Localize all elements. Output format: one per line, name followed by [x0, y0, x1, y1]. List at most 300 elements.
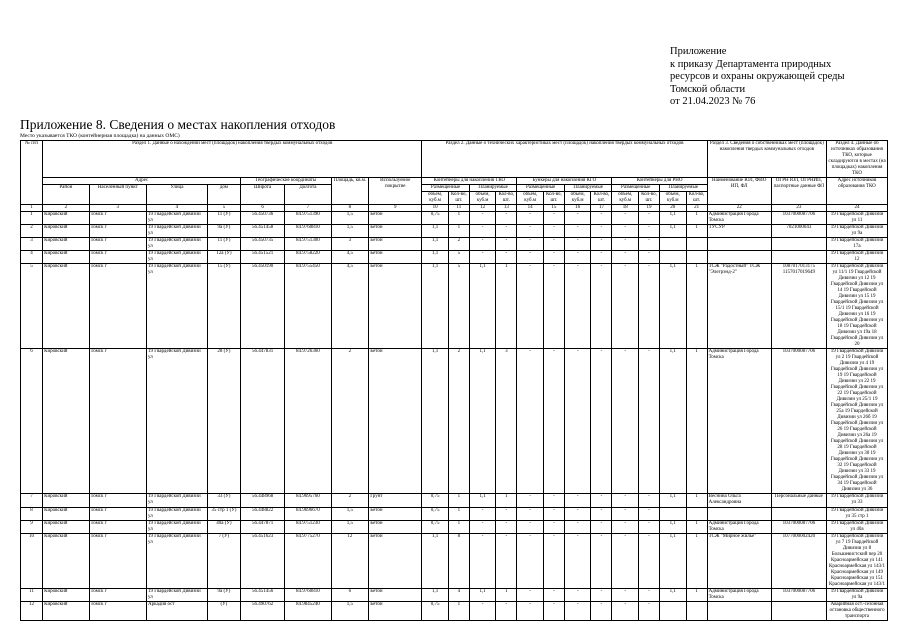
- cell-n: 6: [21, 349, 43, 494]
- cell-house: 35 стр 1 (У): [207, 508, 240, 521]
- column-number: 21: [686, 205, 707, 212]
- cell-owner: Администрация Города Томска: [707, 349, 771, 494]
- cell-src: 19 Гвардейской Дивизии ул 7 19 Гвардейской Дивизии ул 8 Большевистский пер 20 Красноармейская ул 141 Красноармейская ул 143/1 Красноармейская ул 149 Красноармейская ул 151 Красноармейская ул 143/1: [827, 534, 888, 589]
- cell-lon: 84.9751390: [285, 212, 331, 225]
- cell-vol: 1,1: [422, 238, 449, 251]
- cell-ogrn: [771, 251, 826, 264]
- cell-n: 5: [21, 264, 43, 349]
- cell-house: 33 (У): [207, 494, 240, 508]
- cell-district: Кировский: [43, 349, 89, 494]
- section2-header: Раздел 2. Данные о технических характеристиках мест (площадок) накопления твердых коммунальных отходов: [422, 141, 707, 178]
- cell-c14: -: [496, 238, 517, 251]
- volume-header: объем, куб.м: [659, 192, 686, 205]
- cell-vol: 0,75: [422, 508, 449, 521]
- cell-lon: 84.9760810: [285, 589, 331, 602]
- cell-c18: -: [591, 521, 612, 534]
- cell-c16: -: [543, 238, 564, 251]
- cell-cnt: 5: [448, 251, 469, 264]
- cell-area: 1,5: [331, 508, 369, 521]
- cell-area: 12: [331, 534, 369, 589]
- cell-lon: 84.9845240: [285, 602, 331, 621]
- volume-header: объем, куб.м: [517, 192, 544, 205]
- cell-c13: 1,1: [469, 494, 496, 508]
- column-number: 18: [612, 205, 639, 212]
- settlement-header: Населенный пункт: [89, 185, 146, 205]
- cell-c14: -: [496, 602, 517, 621]
- order-line: Томской области: [670, 83, 746, 95]
- cell-city: Томск г: [89, 238, 146, 251]
- column-number: 24: [827, 205, 888, 212]
- area-header: Площадь, кв.м.: [331, 178, 369, 205]
- cell-c14: -: [496, 521, 517, 534]
- cell-ogrn: 1087017013175 1157017019649: [771, 264, 826, 349]
- cell-lon: 84.9726360: [285, 349, 331, 494]
- cell-c20: -: [638, 521, 659, 534]
- cell-owner: Администрация Города Томска: [707, 521, 771, 534]
- cell-lon: 84.9695760: [285, 494, 331, 508]
- cell-district: Кировский: [43, 508, 89, 521]
- cell-c19: -: [612, 251, 639, 264]
- cell-c22: 1: [686, 534, 707, 589]
- cell-district: Кировский: [43, 534, 89, 589]
- cell-c22: [686, 508, 707, 521]
- cell-district: Кировский: [43, 602, 89, 621]
- cell-c17: -: [564, 349, 591, 494]
- cell-c20: -: [638, 238, 659, 251]
- cell-owner: ТСЖ "Радостный" ТСЖ "Элегрэнд-2": [707, 264, 771, 349]
- cell-c22: 1: [686, 589, 707, 602]
- cell-c21: 1,1: [659, 534, 686, 589]
- cell-cnt: 8: [448, 534, 469, 589]
- cell-district: Кировский: [43, 212, 89, 225]
- cell-c19: -: [612, 508, 639, 521]
- cell-c16: -: [543, 602, 564, 621]
- cell-vol: 1,1: [422, 251, 449, 264]
- placed-header: Размещенные: [422, 185, 470, 192]
- cell-cnt: 2: [448, 349, 469, 494]
- cell-lon: 84.9755450: [285, 264, 331, 349]
- cell-c14: -: [496, 534, 517, 589]
- cell-c21: 1,1: [659, 264, 686, 349]
- count-header: Кол-во, шт.: [448, 192, 469, 205]
- cell-c18: -: [591, 602, 612, 621]
- cell-c21: 1,1: [659, 521, 686, 534]
- column-number: 17: [591, 205, 612, 212]
- cell-c16: -: [543, 225, 564, 238]
- cell-c13: -: [469, 534, 496, 589]
- cell-c19: -: [612, 521, 639, 534]
- cell-c20: -: [638, 225, 659, 238]
- cell-c17: -: [564, 251, 591, 264]
- cell-c18: -: [591, 589, 612, 602]
- planned-header: Планируемые: [469, 185, 517, 192]
- cell-c15: -: [517, 225, 544, 238]
- cell-n: 12: [21, 602, 43, 621]
- cell-src: 19 Гвардейской Дивизии ул 11/1 19 Гвардейской Дивизии ул 12 19 Гвардейской Дивизии ул 14 19 Гвардейской Дивизии ул 15 19 Гвардейской Дивизии ул 15/1 19 Гвардейской Дивизии ул 16 19 Гвардейской Дивизии ул 18 19 Гвардейской Дивизии ул 19а 18 Гвардейской Дивизии ул 20: [827, 264, 888, 349]
- volume-header: объем, куб.м: [612, 192, 639, 205]
- source-address-header: Адрес источников образования ТКО: [827, 178, 888, 205]
- cell-c21: [659, 238, 686, 251]
- cell-c21: 1,1: [659, 589, 686, 602]
- cell-ogrn: 1037000087706: [771, 589, 826, 602]
- cell-vol: 1,1: [422, 349, 449, 494]
- cell-c15: -: [517, 602, 544, 621]
- cell-c15: -: [517, 508, 544, 521]
- cell-c16: -: [543, 264, 564, 349]
- cell-c18: -: [591, 534, 612, 589]
- cell-c16: -: [543, 589, 564, 602]
- column-numbers-row: [21, 205, 888, 212]
- cell-c14: -: [496, 508, 517, 521]
- column-number: 3: [89, 205, 146, 212]
- cell-src: Аварийная ост.-сезонная остановка общественного транспорта: [827, 602, 888, 621]
- cell-c17: -: [564, 508, 591, 521]
- cell-c22: 1: [686, 225, 707, 238]
- cell-c19: -: [612, 264, 639, 349]
- volume-header: объем, куб.м: [564, 192, 591, 205]
- address-header: Адрес: [43, 178, 241, 185]
- cell-ogrn: 1037000087706: [771, 212, 826, 225]
- cell-surface: Бетон: [369, 589, 422, 602]
- cell-area: 1,5: [331, 521, 369, 534]
- cell-ogrn: [771, 602, 826, 621]
- cell-owner: [707, 508, 771, 521]
- cell-c15: -: [517, 589, 544, 602]
- column-number: 23: [771, 205, 826, 212]
- cell-vol: 1,1: [422, 264, 449, 349]
- count-header: Кол-во, шт.: [543, 192, 564, 205]
- cell-c22: 1: [686, 349, 707, 494]
- cell-surface: Бетон: [369, 349, 422, 494]
- geo-header: Географические координаты: [240, 178, 331, 185]
- cell-c15: -: [517, 264, 544, 349]
- cell-c18: -: [591, 225, 612, 238]
- cell-city: Томск г: [89, 212, 146, 225]
- cell-n: 2: [21, 225, 43, 238]
- cell-district: Кировский: [43, 264, 89, 349]
- cell-surface: Бетон: [369, 602, 422, 621]
- cell-house: (У): [207, 602, 240, 621]
- cell-owner: [707, 251, 771, 264]
- order-line: ресурсов и охраны окружающей среды: [670, 71, 845, 82]
- cell-house: 7 (У): [207, 534, 240, 589]
- cell-lon: 84.9696670: [285, 508, 331, 521]
- cell-c15: -: [517, 251, 544, 264]
- cell-c17: -: [564, 589, 591, 602]
- cell-lat: 56.450736: [240, 212, 284, 225]
- count-header: Кол-во, шт.: [591, 192, 612, 205]
- cell-src: 19 Гвардейской Дивизии ул 40а: [827, 521, 888, 534]
- column-number: 10: [422, 205, 449, 212]
- cell-c17: -: [564, 494, 591, 508]
- cell-c15: -: [517, 349, 544, 494]
- cell-c19: -: [612, 534, 639, 589]
- column-number: 13: [496, 205, 517, 212]
- cell-district: Кировский: [43, 238, 89, 251]
- cell-area: 4,5: [331, 264, 369, 349]
- cell-c21: 1,1: [659, 494, 686, 508]
- volume-header: объем, куб.м: [469, 192, 496, 205]
- cell-surface: Бетон: [369, 534, 422, 589]
- cell-street: 19 Гвардейской Дивизии ул: [147, 589, 208, 602]
- col-num-header: № п/п: [21, 141, 43, 205]
- planned-header: Планируемые: [564, 185, 612, 192]
- cell-c22: 1: [686, 521, 707, 534]
- cell-surface: Бетон: [369, 212, 422, 225]
- cell-c13: -: [469, 521, 496, 534]
- column-number: 2: [43, 205, 89, 212]
- cell-c15: -: [517, 238, 544, 251]
- cell-lat: 56.451458: [240, 225, 284, 238]
- cell-c17: -: [564, 238, 591, 251]
- district-header: Район: [43, 185, 89, 205]
- header-row: [21, 178, 888, 185]
- document-subtitle: Место указывается ТКО (контейнерная площадка) на данных ОМС): [20, 133, 180, 139]
- lat-header: Широта: [240, 185, 284, 205]
- cell-src: 19 Гвардейской Дивизии ул 2 19 Гвардейской Дивизии ул 4 19 Гвардейской Дивизии ул 19 19 Гвардейской Дивизии ул 22 19 Гвардейской Дивизии ул 22 19 Гвардейской Дивизии ул 25/1 19 Гвардейской Дивизии ул 25а 19 Гвардейской Дивизии ул 26б 19 Гвардейской Дивизии ул 26 19 Гвардейской Дивизии ул 26а 19 Гвардейской Дивизии ул 28 19 Гвардейской Дивизии ул 30 19 Гвардейской Дивизии ул 32 19 Гвардейской Дивизии ул 33 19 Гвардейской Дивизии ул 34 19 Гвардейской Дивизии ул 36: [827, 349, 888, 494]
- cell-lon: 84.9760810: [285, 225, 331, 238]
- cell-cnt: 1: [448, 521, 469, 534]
- cell-lon: 84.9775270: [285, 534, 331, 589]
- cell-c20: -: [638, 251, 659, 264]
- cell-c13: -: [469, 238, 496, 251]
- cell-src: 19 Гвардейской Дивизии ул 9а: [827, 589, 888, 602]
- placed-header: Размещенные: [612, 185, 660, 192]
- cell-street: Аркадия ост: [147, 602, 208, 621]
- cell-c14: 1: [496, 264, 517, 349]
- cell-ogrn: Персональные данные: [771, 494, 826, 508]
- cell-c14: -: [496, 212, 517, 225]
- cell-c13: 1,1: [469, 589, 496, 602]
- cell-c14: -: [496, 251, 517, 264]
- bunkers-header: Бункеры для накопления КГО: [517, 178, 612, 185]
- table-body: [21, 212, 888, 621]
- planned-header: Планируемые: [659, 185, 707, 192]
- cell-street: 19 Гвардейской Дивизии ул: [147, 508, 208, 521]
- cell-c14: 1: [496, 589, 517, 602]
- cell-city: Томск г: [89, 494, 146, 508]
- column-number: 14: [517, 205, 544, 212]
- cell-area: 1,5: [331, 225, 369, 238]
- waste-sites-table: [20, 140, 888, 621]
- cell-c19: -: [612, 589, 639, 602]
- column-number: 7: [285, 205, 331, 212]
- cell-city: Томск г: [89, 589, 146, 602]
- column-number: 6: [240, 205, 284, 212]
- ogrn-header: ОГРН ЮЛ, ОГРНИП, паспортные данные ФЛ: [771, 178, 826, 205]
- cell-lat: 56.447831: [240, 349, 284, 494]
- table-row: [21, 349, 888, 494]
- cell-ogrn: 1037000087706: [771, 521, 826, 534]
- section3-header: Раздел 3. Сведения о собственниках мест (площадок) накопления твердых коммунальных отходов: [707, 141, 826, 178]
- cell-owner: Администрация Города Томска: [707, 589, 771, 602]
- cell-c20: -: [638, 264, 659, 349]
- cell-area: 2: [331, 349, 369, 494]
- containers-tko-header: Контейнеры для накопления ТКО: [422, 178, 517, 185]
- table-row: [21, 225, 888, 238]
- column-number: 16: [564, 205, 591, 212]
- table-row: [21, 251, 888, 264]
- cell-lat: 56.447871: [240, 521, 284, 534]
- cell-c21: [659, 508, 686, 521]
- cell-city: Томск г: [89, 602, 146, 621]
- cell-house: 11 (У): [207, 212, 240, 225]
- column-number: 11: [448, 205, 469, 212]
- cell-cnt: 4: [448, 589, 469, 602]
- cell-vol: 0,75: [422, 494, 449, 508]
- order-reference: [670, 46, 900, 109]
- cell-house: 11 (У): [207, 238, 240, 251]
- table-row: [21, 602, 888, 621]
- lon-header: Долгота: [285, 185, 331, 205]
- cell-c13: 1,1: [469, 264, 496, 349]
- cell-area: 2: [331, 494, 369, 508]
- cell-street: 19 Гвардейской Дивизии ул: [147, 521, 208, 534]
- cell-cnt: 1: [448, 494, 469, 508]
- cell-street: 19 Гвардейской Дивизии ул: [147, 212, 208, 225]
- cell-city: Томск г: [89, 534, 146, 589]
- column-number: 19: [638, 205, 659, 212]
- house-header: дом: [207, 185, 240, 205]
- section4-header: Раздел 4. Данные об источниках образования ТКО, которые складируются в местах (на площадках) накопления ТКО: [828, 141, 886, 176]
- cell-city: Томск г: [89, 508, 146, 521]
- cell-area: 4,5: [331, 251, 369, 264]
- column-number: 20: [659, 205, 686, 212]
- cell-c14: 1: [496, 494, 517, 508]
- cell-lat: 56.451521: [240, 251, 284, 264]
- cell-c13: -: [469, 508, 496, 521]
- cell-vol: 0,75: [422, 521, 449, 534]
- table-row: [21, 212, 888, 225]
- column-number: 5: [207, 205, 240, 212]
- owner-name-header: Наименование ЮЛ, ФИО ИП, ФЛ: [707, 178, 771, 205]
- section1-header: Раздел 1. Данные о нахождении мест (площадок) накопления твердых коммунальных отходов: [43, 141, 422, 178]
- column-number: 4: [147, 205, 208, 212]
- cell-c13: 1,1: [469, 349, 496, 494]
- cell-c17: -: [564, 212, 591, 225]
- cell-vol: 0,75: [422, 212, 449, 225]
- cell-house: 15 (У): [207, 264, 240, 349]
- table-row: [21, 238, 888, 251]
- cell-house: 9а (У): [207, 589, 240, 602]
- cell-c20: -: [638, 508, 659, 521]
- cell-n: 7: [21, 494, 43, 508]
- cell-c19: -: [612, 238, 639, 251]
- cell-street: 19 Гвардейской Дивизии ул: [147, 534, 208, 589]
- cell-district: Кировский: [43, 589, 89, 602]
- cell-n: 10: [21, 534, 43, 589]
- cell-city: Томск г: [89, 521, 146, 534]
- table-row: [21, 521, 888, 534]
- cell-district: Кировский: [43, 494, 89, 508]
- cell-c21: 1,1: [659, 225, 686, 238]
- cell-c13: -: [469, 251, 496, 264]
- cell-c22: 1: [686, 212, 707, 225]
- cell-owner: [707, 602, 771, 621]
- column-number: 15: [543, 205, 564, 212]
- cell-c19: -: [612, 494, 639, 508]
- cell-district: Кировский: [43, 251, 89, 264]
- cell-ogrn: 1037000087706: [771, 349, 826, 494]
- cell-surface: Бетон: [369, 251, 422, 264]
- cell-c17: -: [564, 225, 591, 238]
- cell-c13: -: [469, 602, 496, 621]
- cell-owner: Администрация Города Томска: [707, 212, 771, 225]
- cell-cnt: 1: [448, 508, 469, 521]
- cell-ogrn: 1077000002420: [771, 534, 826, 589]
- cell-c19: -: [612, 602, 639, 621]
- cell-c20: -: [638, 494, 659, 508]
- cell-vol: 1,1: [422, 589, 449, 602]
- cell-lat: 56.450735: [240, 238, 284, 251]
- cell-c18: -: [591, 264, 612, 349]
- cell-cnt: 1: [448, 212, 469, 225]
- table-row: [21, 264, 888, 349]
- cell-c14: -: [496, 225, 517, 238]
- cell-ogrn: 7021000043: [771, 225, 826, 238]
- cell-surface: Бетон: [369, 521, 422, 534]
- document-title: Приложение 8. Сведения о местах накопления отходов: [20, 117, 336, 132]
- cell-district: Кировский: [43, 225, 89, 238]
- cell-lat: 56.490762: [240, 602, 284, 621]
- cell-street: 19 Гвардейской Дивизии ул: [147, 494, 208, 508]
- cell-c13: -: [469, 212, 496, 225]
- cell-city: Томск г: [89, 251, 146, 264]
- cell-city: Томск г: [89, 349, 146, 494]
- cell-city: Томск г: [89, 264, 146, 349]
- cell-ogrn: [771, 508, 826, 521]
- cell-city: Томск г: [89, 225, 146, 238]
- cell-c15: -: [517, 521, 544, 534]
- cell-owner: ТУСУР: [707, 225, 771, 238]
- cell-n: 8: [21, 508, 43, 521]
- cell-c18: -: [591, 494, 612, 508]
- cell-c22: 1: [686, 494, 707, 508]
- cell-c16: -: [543, 212, 564, 225]
- cell-lat: 56.451456: [240, 589, 284, 602]
- cell-lat: 56.448822: [240, 508, 284, 521]
- cell-surface: Бетон: [369, 508, 422, 521]
- cell-surface: Бетон: [369, 225, 422, 238]
- cell-src: 19 Гвардейской Дивизии ул 35 стр 1: [827, 508, 888, 521]
- cell-src: 19 Гвардейской Дивизии 12: [827, 251, 888, 264]
- cell-c22: [686, 251, 707, 264]
- cell-c16: -: [543, 521, 564, 534]
- cell-n: 4: [21, 251, 43, 264]
- column-number: 12: [469, 205, 496, 212]
- cell-c17: -: [564, 602, 591, 621]
- cell-vol: 1,1: [422, 225, 449, 238]
- cell-n: 3: [21, 238, 43, 251]
- cell-c14: 3: [496, 349, 517, 494]
- cell-c17: -: [564, 521, 591, 534]
- count-header: Кол-во, шт.: [686, 192, 707, 205]
- cell-house: 28 (У): [207, 349, 240, 494]
- cell-street: 19 Гвардейской Дивизии ул: [147, 264, 208, 349]
- cell-house: 9а (У): [207, 225, 240, 238]
- order-line: Приложение: [670, 46, 727, 57]
- cell-area: 1,5: [331, 212, 369, 225]
- cell-n: 1: [21, 212, 43, 225]
- cell-owner: [707, 238, 771, 251]
- cell-c18: -: [591, 349, 612, 494]
- cell-house: 12а (У): [207, 251, 240, 264]
- order-line: к приказу Департамента природных: [670, 58, 832, 70]
- cell-lon: 84.9758220: [285, 251, 331, 264]
- column-number: 9: [369, 205, 422, 212]
- cell-c15: -: [517, 534, 544, 589]
- cell-lat: 56.450190: [240, 264, 284, 349]
